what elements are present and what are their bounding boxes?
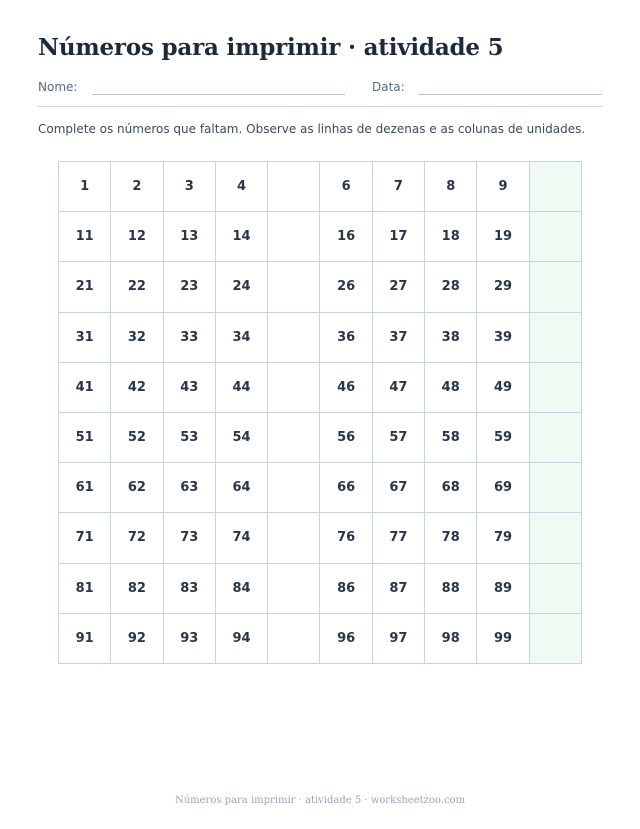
number-cell: 86: [320, 564, 372, 614]
blank-cell[interactable]: [530, 513, 582, 563]
footer-text: Números para imprimir · atividade 5 · worksheetzoo.com: [174, 795, 466, 806]
number-cell: 36: [320, 313, 372, 363]
number-cell: 83: [164, 564, 216, 614]
blank-cell[interactable]: [268, 614, 320, 664]
number-cell: 88: [425, 564, 477, 614]
number-cell: 47: [373, 363, 425, 413]
number-cell: 21: [59, 262, 111, 312]
number-cell: 44: [216, 363, 268, 413]
number-cell: 8: [425, 162, 477, 212]
date-field[interactable]: [418, 94, 602, 95]
number-cell: 58: [425, 413, 477, 463]
number-cell: 2: [111, 162, 163, 212]
page-title: Números para imprimir · atividade 5: [38, 34, 504, 61]
number-cell: 34: [216, 313, 268, 363]
number-cell: 52: [111, 413, 163, 463]
instructions-text: Complete os números que faltam. Observe as linhas de dezenas e as colunas de unidades.: [38, 122, 586, 136]
number-cell: 23: [164, 262, 216, 312]
number-cell: 16: [320, 212, 372, 262]
number-cell: 91: [59, 614, 111, 664]
name-field[interactable]: [92, 94, 345, 95]
number-cell: 12: [111, 212, 163, 262]
number-cell: 77: [373, 513, 425, 563]
number-cell: 43: [164, 363, 216, 413]
number-cell: 38: [425, 313, 477, 363]
number-cell: 82: [111, 564, 163, 614]
blank-cell[interactable]: [530, 614, 582, 664]
number-cell: 62: [111, 463, 163, 513]
number-cell: 66: [320, 463, 372, 513]
number-cell: 31: [59, 313, 111, 363]
number-cell: 42: [111, 363, 163, 413]
number-cell: 69: [477, 463, 529, 513]
blank-cell[interactable]: [530, 162, 582, 212]
number-cell: 99: [477, 614, 529, 664]
number-cell: 81: [59, 564, 111, 614]
number-cell: 51: [59, 413, 111, 463]
number-cell: 41: [59, 363, 111, 413]
number-cell: 97: [373, 614, 425, 664]
number-cell: 28: [425, 262, 477, 312]
number-cell: 71: [59, 513, 111, 563]
blank-cell[interactable]: [530, 212, 582, 262]
blank-cell[interactable]: [530, 363, 582, 413]
number-cell: 37: [373, 313, 425, 363]
blank-cell[interactable]: [268, 313, 320, 363]
name-label: Nome:: [38, 80, 78, 94]
number-cell: 39: [477, 313, 529, 363]
number-cell: 19: [477, 212, 529, 262]
number-cell: 18: [425, 212, 477, 262]
number-cell: 89: [477, 564, 529, 614]
number-cell: 7: [373, 162, 425, 212]
number-cell: 73: [164, 513, 216, 563]
number-cell: 4: [216, 162, 268, 212]
number-cell: 94: [216, 614, 268, 664]
number-cell: 33: [164, 313, 216, 363]
number-cell: 63: [164, 463, 216, 513]
number-cell: 32: [111, 313, 163, 363]
number-cell: 13: [164, 212, 216, 262]
number-cell: 59: [477, 413, 529, 463]
number-cell: 26: [320, 262, 372, 312]
blank-cell[interactable]: [268, 513, 320, 563]
header-divider: [38, 106, 602, 107]
number-cell: 11: [59, 212, 111, 262]
number-cell: 57: [373, 413, 425, 463]
number-cell: 54: [216, 413, 268, 463]
number-cell: 3: [164, 162, 216, 212]
number-cell: 84: [216, 564, 268, 614]
number-cell: 74: [216, 513, 268, 563]
number-cell: 78: [425, 513, 477, 563]
number-cell: 22: [111, 262, 163, 312]
number-cell: 76: [320, 513, 372, 563]
number-cell: 48: [425, 363, 477, 413]
number-cell: 79: [477, 513, 529, 563]
number-cell: 96: [320, 614, 372, 664]
number-cell: 24: [216, 262, 268, 312]
blank-cell[interactable]: [530, 413, 582, 463]
blank-cell[interactable]: [530, 463, 582, 513]
number-cell: 29: [477, 262, 529, 312]
blank-cell[interactable]: [268, 212, 320, 262]
blank-cell[interactable]: [530, 313, 582, 363]
blank-cell[interactable]: [268, 413, 320, 463]
number-cell: 46: [320, 363, 372, 413]
number-cell: 14: [216, 212, 268, 262]
blank-cell[interactable]: [268, 463, 320, 513]
number-cell: 64: [216, 463, 268, 513]
number-cell: 93: [164, 614, 216, 664]
blank-cell[interactable]: [268, 162, 320, 212]
blank-cell[interactable]: [268, 363, 320, 413]
number-cell: 87: [373, 564, 425, 614]
number-cell: 56: [320, 413, 372, 463]
number-cell: 68: [425, 463, 477, 513]
blank-cell[interactable]: [530, 564, 582, 614]
blank-cell[interactable]: [530, 262, 582, 312]
number-cell: 49: [477, 363, 529, 413]
date-label: Data:: [372, 80, 405, 94]
number-grid: [58, 161, 582, 664]
number-cell: 67: [373, 463, 425, 513]
number-cell: 17: [373, 212, 425, 262]
number-cell: 27: [373, 262, 425, 312]
number-cell: 72: [111, 513, 163, 563]
number-cell: 53: [164, 413, 216, 463]
number-cell: 6: [320, 162, 372, 212]
blank-cell[interactable]: [268, 262, 320, 312]
number-cell: 1: [59, 162, 111, 212]
number-cell: 92: [111, 614, 163, 664]
number-cell: 61: [59, 463, 111, 513]
number-cell: 9: [477, 162, 529, 212]
blank-cell[interactable]: [268, 564, 320, 614]
number-cell: 98: [425, 614, 477, 664]
